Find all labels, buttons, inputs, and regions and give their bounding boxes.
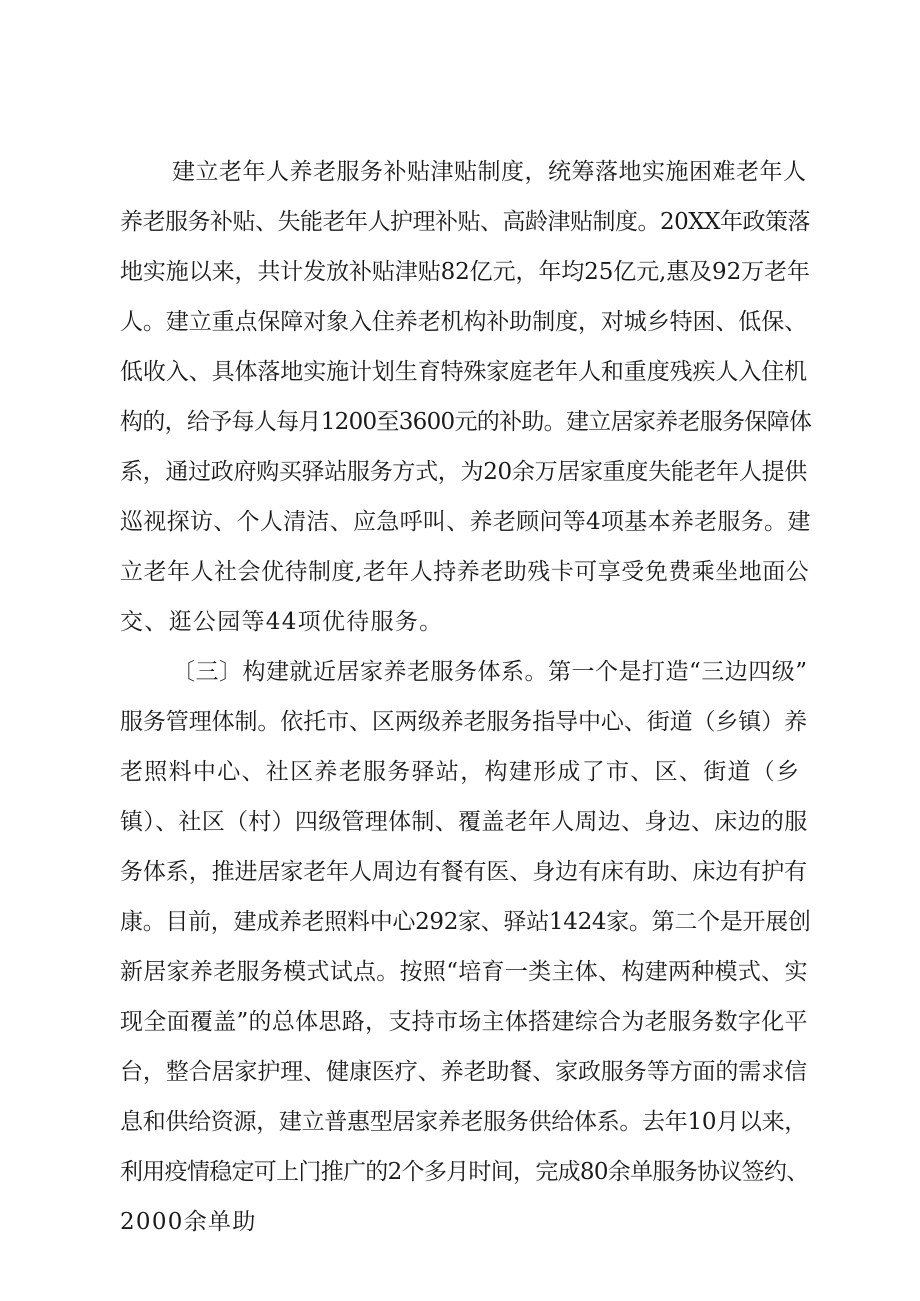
- paragraph-2-line-9: 台，整合居家护理、健康医疗、养老助餐、家政服务等方面的需求信: [120, 1059, 808, 1085]
- paragraph-2-line-11: 利用疫情稳定可上门推广的2个多月时间，完成80余单服务协议签约、: [120, 1159, 809, 1185]
- paragraph-1-line-2: 养老服务补贴、失能老年人护理补贴、高龄津贴制度。20XX年政策落: [120, 209, 811, 235]
- paragraph-2-line-7: 新居家养老服务模式试点。按照“培育一类主体、构建两种模式、实: [120, 959, 808, 985]
- paragraph-2-line-1: 〔三〕构建就近居家养老服务体系。第一个是打造“三边四级”: [172, 659, 808, 685]
- paragraph-2-line-4: 镇）、社区（村）四级管理体制、覆盖老年人周边、身边、床边的服: [120, 809, 808, 835]
- paragraph-1-line-8: 巡视探访、个人清洁、应急呼叫、养老顾问等4项基本养老服务。建: [120, 509, 811, 535]
- paragraph-2-line-12: 2000余单助: [120, 1209, 257, 1235]
- paragraph-2-line-6: 康。目前，建成养老照料中心292家、驿站1424家。第二个是开展创: [120, 909, 811, 935]
- paragraph-2-line-5: 务体系，推进居家老年人周边有餐有医、身边有床有助、床边有护有: [120, 859, 808, 885]
- paragraph-1-line-6: 构的，给予每人每月1200至3600元的补助。建立居家养老服务保障体: [120, 409, 812, 435]
- paragraph-2-line-2: 服务管理体制。依托市、区两级养老服务指导中心、街道（乡镇）养: [120, 709, 808, 735]
- paragraph-2-line-10: 息和供给资源，建立普惠型居家养老服务供给体系。去年10月以来，: [120, 1109, 807, 1135]
- paragraph-1-line-9: 立老年人社会优待制度,老年人持养老助残卡可享受免费乘坐地面公: [120, 559, 810, 585]
- paragraph-1-line-4: 人。建立重点保障对象入住养老机构补助制度，对城乡特困、低保、: [120, 309, 808, 335]
- paragraph-2-line-8: 现全面覆盖”的总体思路，支持市场主体搭建综合为老服务数字化平: [120, 1009, 808, 1035]
- paragraph-1-line-1: 建立老年人养老服务补贴津贴制度，统筹落地实施困难老年人: [172, 159, 807, 185]
- paragraph-1-line-5: 低收入、具体落地实施计划生育特殊家庭老年人和重度残疾人入住机: [120, 359, 808, 385]
- paragraph-2-line-3: 老照料中心、社区养老服务驿站，构建形成了市、区、街道（乡: [120, 759, 801, 785]
- paragraph-1-line-7: 系，通过政府购买驿站服务方式，为20余万居家重度失能老年人提供: [120, 459, 807, 485]
- paragraph-1-line-3: 地实施以来，共计发放补贴津贴82亿元，年均25亿元,惠及92万老年: [120, 259, 810, 285]
- paragraph-1-line-10: 交、逛公园等44项优待服务。: [120, 609, 444, 635]
